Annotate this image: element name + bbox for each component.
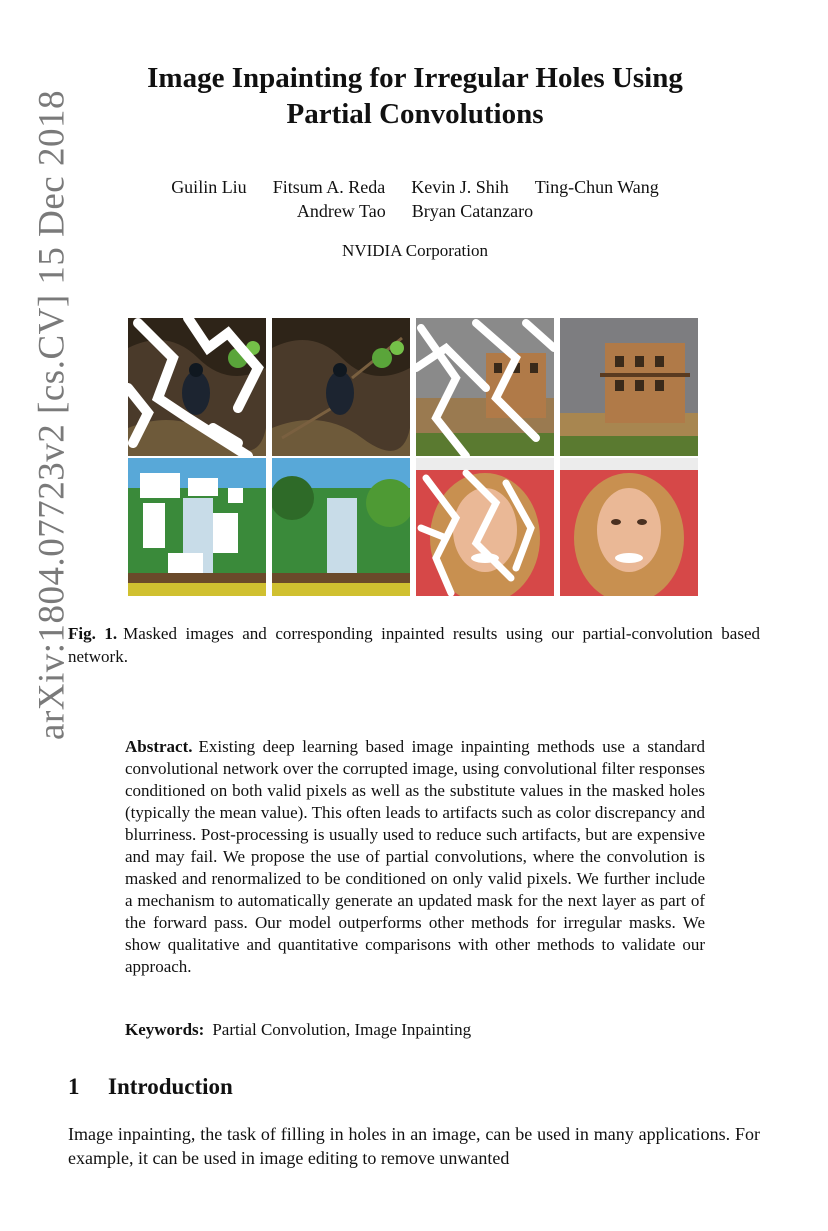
title-line-1: Image Inpainting for Irregular Holes Using [147, 62, 683, 94]
section-heading [68, 1074, 233, 1100]
author-row-2 [70, 199, 760, 223]
caption-label: Fig. 1. [68, 624, 118, 643]
arxiv-identifier: arXiv:1804.07723v2 [cs.CV] 15 Dec 2018 [31, 90, 73, 740]
caption-text: Masked images and corresponding inpainted results using our partial-convolution based network. [68, 624, 760, 666]
abstract-text: Existing deep learning based image inpainting methods use a standard convolutional network over the corrupted image, using convolutional filter responses conditioned on both valid pixels as well as the substitute values in the masked holes (typically the mean value). This often leads to artifacts such as color discrepancy and blurriness. Post-processing is usually used to reduce such artifacts, but are expensive and may fail. We propose the use of partial convolutions, where the convolution is masked and renormalized to be conditioned on only valid pixels. We further include a mechanism to automatically generate an updated mask for the next layer as part of the forward pass. Our model outperforms other methods for irregular masks. We show qualitative and quantitative comparisons with other methods to validate our approach. [125, 737, 705, 976]
author-list [70, 175, 760, 223]
section-number: 1 [68, 1074, 80, 1099]
masked-beetle-image [128, 318, 266, 456]
author-row-1 [70, 175, 760, 199]
abstract-label: Abstract. [125, 737, 193, 756]
abstract [125, 736, 705, 978]
inpainted-woman-portrait-image [560, 458, 698, 596]
keywords-text: Partial Convolution, Image Inpainting [212, 1020, 472, 1039]
figure-caption [68, 622, 760, 668]
masked-woman-portrait-image [416, 458, 554, 596]
masked-cliff-houses-image [416, 318, 554, 456]
figure-1 [128, 318, 700, 596]
affiliation: NVIDIA Corporation [342, 241, 488, 260]
inpainted-beetle-image [272, 318, 410, 456]
masked-waterfall-image [128, 458, 266, 596]
inpainted-waterfall-image [272, 458, 410, 596]
author-name: Guilin Liu [171, 177, 247, 197]
author-name: Ting-Chun Wang [534, 177, 659, 197]
author-name: Andrew Tao [296, 201, 386, 221]
keywords-label: Keywords: [125, 1020, 205, 1039]
introduction-paragraph: Image inpainting, the task of filling in holes in an image, can be used in many applications. For example, it can be used in image editing to remove unwanted [68, 1124, 760, 1168]
paper-title [70, 60, 760, 132]
author-name: Kevin J. Shih [411, 177, 509, 197]
inpainted-cliff-houses-image [560, 318, 698, 456]
keywords [125, 1020, 705, 1040]
title-line-2: Partial Convolutions [286, 98, 544, 130]
author-name: Bryan Catanzaro [411, 201, 534, 221]
section-title: Introduction [108, 1074, 233, 1099]
author-name: Fitsum A. Reda [272, 177, 386, 197]
